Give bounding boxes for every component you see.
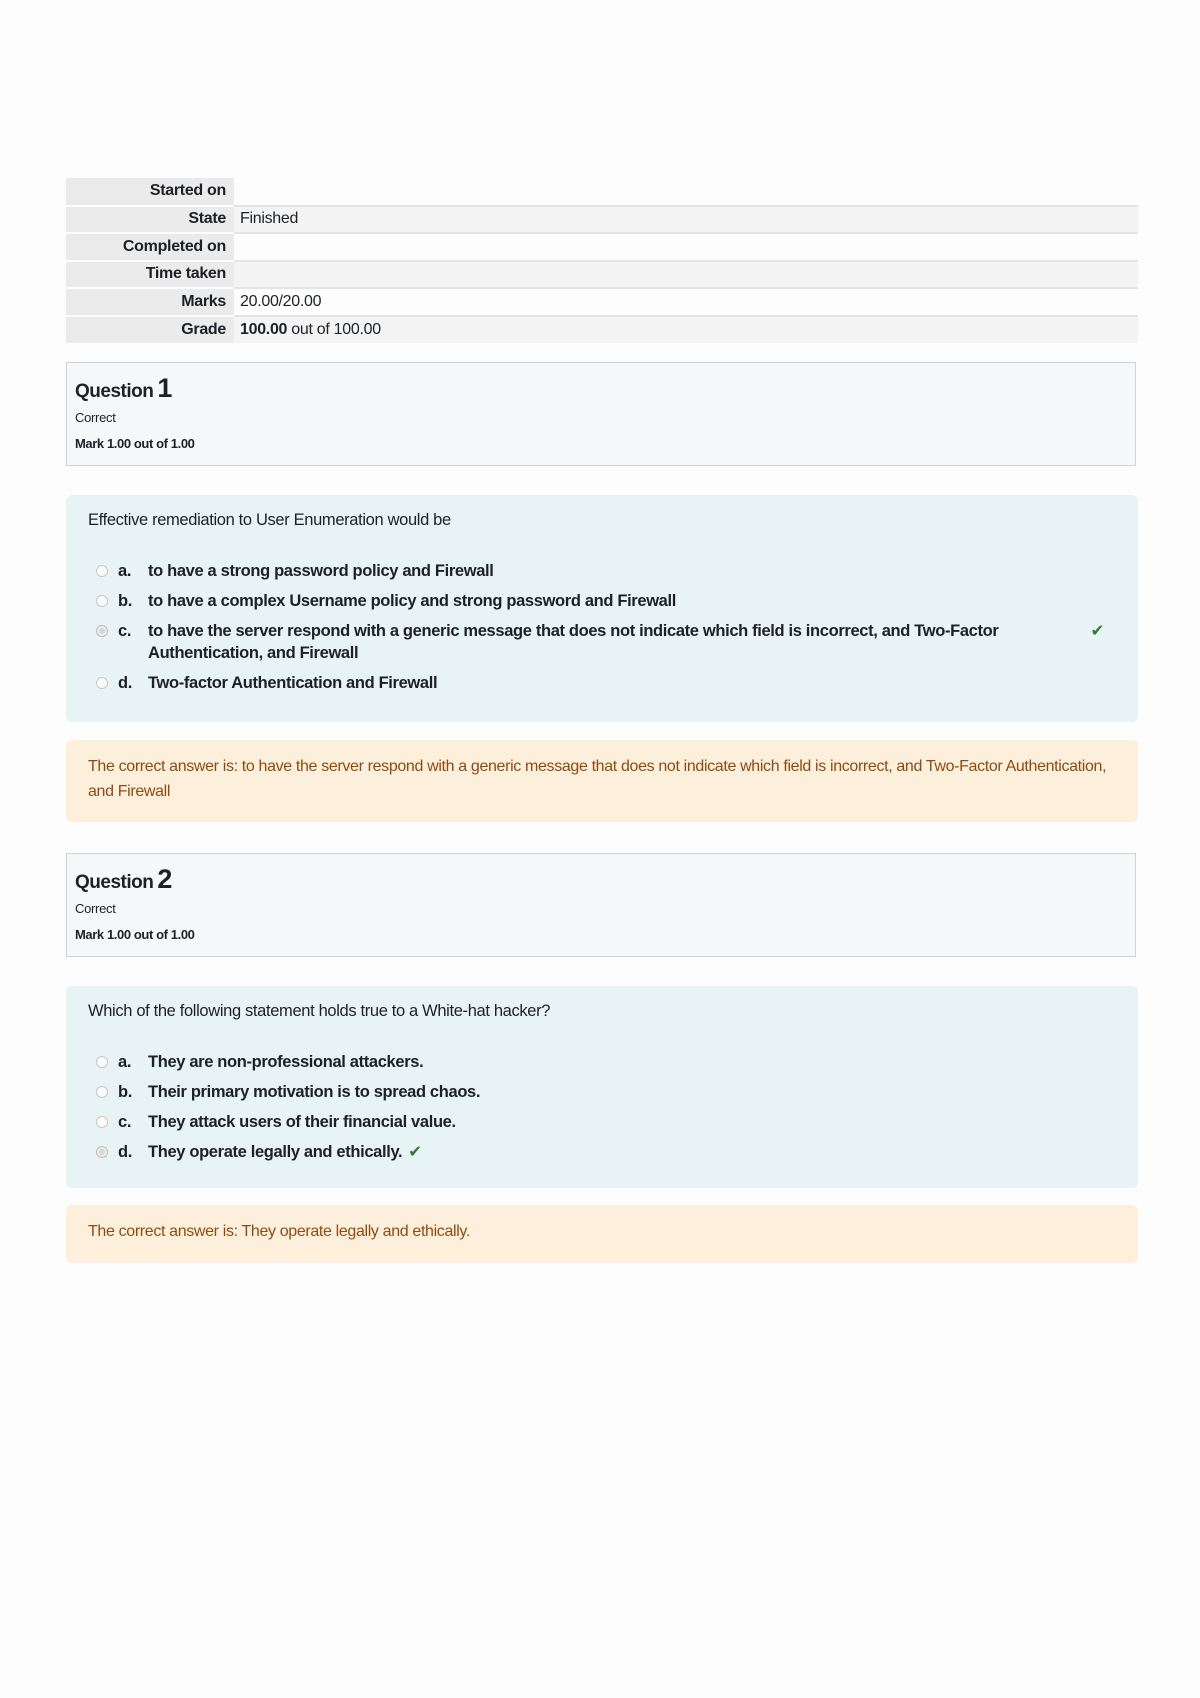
question-1-formulation: [66, 495, 1138, 722]
answer-option-b[interactable]: [88, 1081, 1116, 1103]
radio-button-selected[interactable]: [96, 1146, 108, 1158]
answer-option-d[interactable]: [88, 1141, 1116, 1163]
question-title: [75, 864, 1127, 895]
check-icon: ✔: [1090, 622, 1104, 640]
question-state: Correct: [75, 901, 116, 916]
answer-text: to have the server respond with a generic message that does not indicate which field is incorrect, and Two-Factor Authentication, and Firewall: [148, 622, 999, 662]
answer-letter: c.: [118, 1113, 132, 1131]
answer-text: to have a strong password policy and Firewall: [148, 562, 494, 580]
summary-row-state: [66, 206, 1138, 234]
answer-option-d[interactable]: [88, 672, 1116, 694]
radio-button[interactable]: [96, 595, 108, 607]
answer-option-a[interactable]: [88, 560, 1116, 582]
summary-row-marks: [66, 288, 1138, 316]
summary-value: [234, 316, 1138, 344]
question-number: 1: [157, 373, 172, 403]
question-2-info: [66, 853, 1136, 957]
answer-letter: b.: [118, 592, 132, 610]
summary-value: [234, 233, 1138, 261]
summary-row-time-taken: [66, 261, 1138, 289]
answer-letter: d.: [118, 1143, 132, 1161]
summary-label: Time taken: [66, 261, 234, 289]
check-icon: ✔: [408, 1143, 422, 1161]
answer-letter: a.: [118, 562, 132, 580]
question-grade: Mark 1.00 out of 1.00: [75, 436, 195, 451]
question-1-info: [66, 362, 1136, 466]
answer-option-a[interactable]: [88, 1051, 1116, 1073]
summary-value: [234, 261, 1138, 289]
radio-button[interactable]: [96, 1056, 108, 1068]
question-2-formulation: [66, 986, 1138, 1188]
answer-letter: d.: [118, 674, 132, 692]
summary-label: Marks: [66, 288, 234, 316]
answer-text: Two-factor Authentication and Firewall: [148, 674, 438, 692]
answer-option-b[interactable]: [88, 590, 1116, 612]
summary-label: Grade: [66, 316, 234, 344]
question-text: Which of the following statement holds true to a White-hat hacker?: [88, 1002, 551, 1020]
question-text: Effective remediation to User Enumeration would be: [88, 511, 451, 529]
answer-letter: b.: [118, 1083, 132, 1101]
radio-button[interactable]: [96, 1086, 108, 1098]
question-title: [75, 373, 1127, 404]
question-label: Question: [75, 872, 154, 893]
summary-row-started: [66, 178, 1138, 206]
summary-row-grade: [66, 316, 1138, 344]
answer-text: They operate legally and ethically.: [148, 1143, 403, 1161]
attempt-summary-table: [66, 178, 1138, 343]
summary-label: Started on: [66, 178, 234, 206]
answer-text: Their primary motivation is to spread chaos.: [148, 1083, 481, 1101]
summary-value: [234, 178, 1138, 206]
summary-value: 20.00/20.00: [234, 288, 1138, 316]
question-1-feedback: The correct answer is: to have the server respond with a generic message that does not indicate which field is incorrect, and Two-Factor Authentication, and Firewall: [66, 740, 1138, 822]
question-grade: Mark 1.00 out of 1.00: [75, 927, 195, 942]
answer-letter: c.: [118, 622, 132, 640]
summary-label: Completed on: [66, 233, 234, 261]
answer-letter: a.: [118, 1053, 132, 1071]
grade-out-of: out of 100.00: [287, 320, 381, 338]
radio-button[interactable]: [96, 565, 108, 577]
answer-option-c[interactable]: [88, 1111, 1116, 1133]
answer-text: They attack users of their financial value.: [148, 1113, 456, 1131]
summary-row-completed: [66, 233, 1138, 261]
radio-button-selected[interactable]: [96, 625, 108, 637]
answer-option-c[interactable]: [88, 620, 1116, 664]
summary-label: State: [66, 206, 234, 234]
summary-value: Finished: [234, 206, 1138, 234]
question-label: Question: [75, 381, 154, 402]
grade-score: 100.00: [240, 320, 288, 338]
question-2-feedback: The correct answer is: They operate legally and ethically.: [66, 1205, 1138, 1263]
question-number: 2: [157, 864, 172, 894]
answer-text: They are non-professional attackers.: [148, 1053, 424, 1071]
radio-button[interactable]: [96, 1116, 108, 1128]
answer-text: to have a complex Username policy and strong password and Firewall: [148, 592, 676, 610]
question-state: Correct: [75, 410, 116, 425]
radio-button[interactable]: [96, 677, 108, 689]
